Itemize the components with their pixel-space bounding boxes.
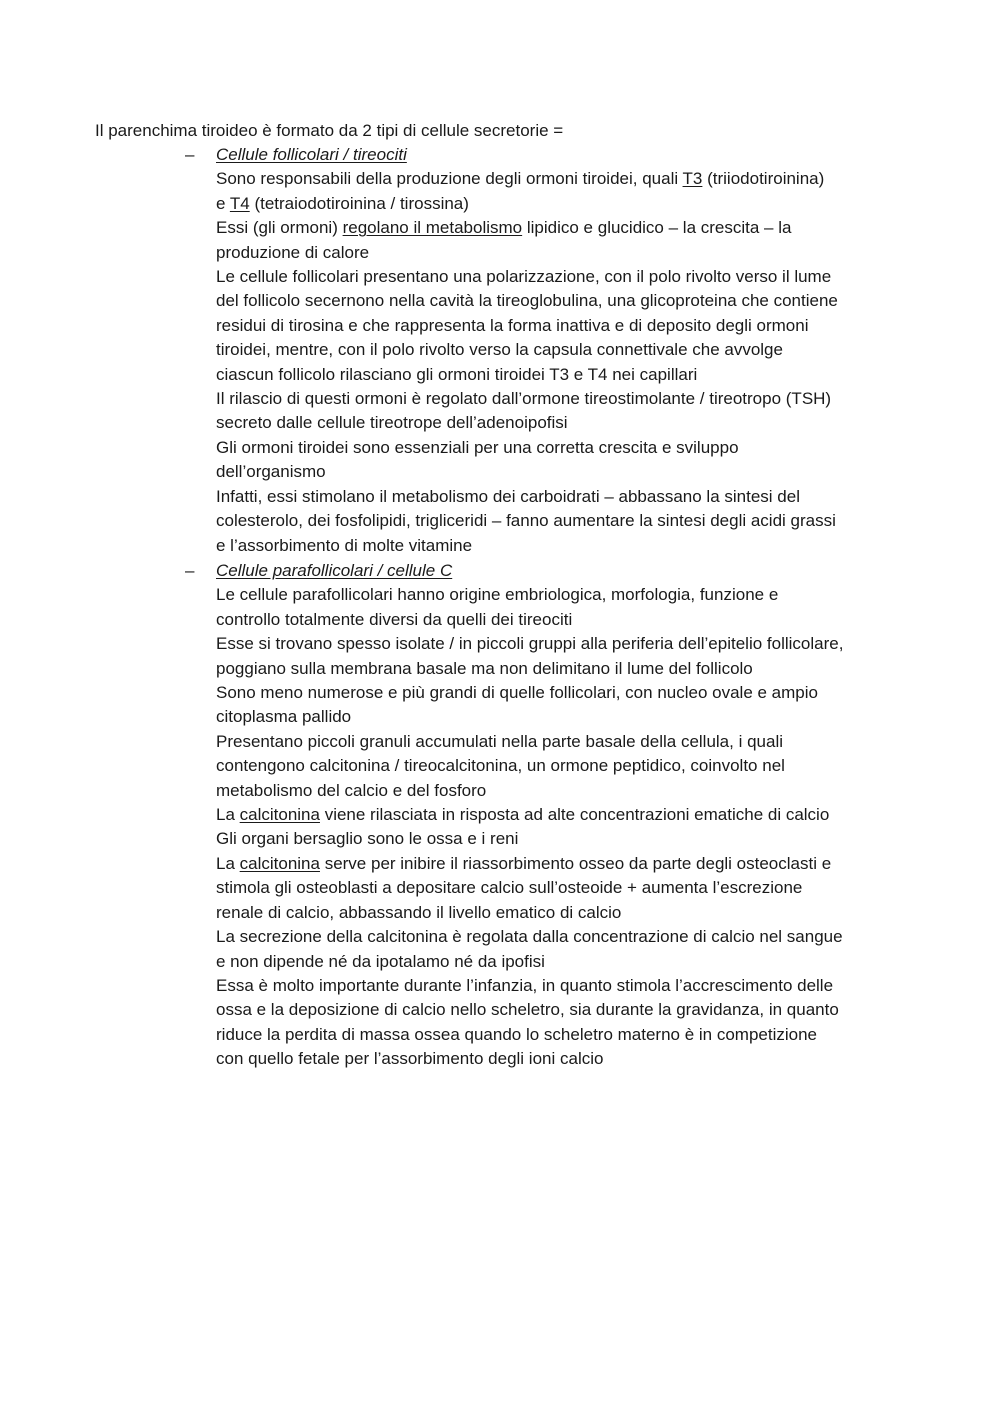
text-line: Esse si trovano spesso isolate / in piccoli gruppi alla periferia dell’epitelio follicolare, [216,634,844,654]
text-line: La calcitonina serve per inibire il riassorbimento osseo da parte degli osteoclasti e [216,853,832,873]
list-bullet: – [185,145,195,164]
text-line: renale di calcio, abbassando il livello ematico di calcio [216,902,622,922]
text-line: Infatti, essi stimolano il metabolismo dei carboidrati – abbassano la sintesi del [216,486,800,506]
intro-paragraph: Il parenchima tiroideo è formato da 2 tipi di cellule secretorie = [95,121,564,140]
text-line: del follicolo secernono nella cavità la tireoglobulina, una glicoproteina che contiene [216,291,838,311]
underlined-term: T4 [229,193,250,213]
section-heading: Cellule parafollicolari / cellule C [216,561,453,580]
text-line: poggiano sulla membrana basale ma non delimitano il lume del follicolo [216,658,753,678]
text-line: Essa è molto importante durante l’infanzia, in quanto stimola l’accrescimento delle [216,975,834,995]
text-line: stimola gli osteoblasti a depositare calcio sull’osteoide + aumenta l’escrezione [216,878,803,898]
text-line: controllo totalmente diversi da quelli dei tireociti [216,609,573,629]
text-line: Le cellule follicolari presentano una polarizzazione, con il polo rivolto verso il lume [216,267,832,287]
text-line: La calcitonina viene rilasciata in risposta ad alte concentrazioni ematiche di calcio [216,805,830,825]
text-line: e T4 (tetraiodotiroinina / tirossina) [216,193,469,213]
text-line: Gli ormoni tiroidei sono essenziali per una corretta crescita e sviluppo [216,437,739,457]
text-line: e non dipende né da ipotalamo né da ipofisi [216,951,545,971]
text-line: Presentano piccoli granuli accumulati nella parte basale della cellula, i quali [216,731,784,751]
text-line: secreto dalle cellule tireotrope dell’adenoipofisi [216,413,568,433]
text-line: Il rilascio di questi ormoni è regolato dall’ormone tireostimolante / tireotropo (TSH) [216,389,832,409]
section-follicular-cells [185,143,915,558]
text-line: e l’assorbimento di molte vitamine [216,535,473,555]
text-line: produzione di calore [216,242,370,262]
text-line: riduce la perdita di massa ossea quando lo scheletro materno è in competizione [216,1024,818,1044]
section-parafollicular-cells [185,559,915,1072]
text-line: ossa e la deposizione di calcio nello scheletro, sia durante la gravidanza, in quanto [216,1000,839,1020]
text-line: Sono meno numerose e più grandi di quelle follicolari, con nucleo ovale e ampio [216,683,818,703]
section-heading: Cellule follicolari / tireociti [216,145,407,164]
underlined-term: calcitonina [239,805,320,825]
text-line: Essi (gli ormoni) regolano il metabolismo lipidico e glucidico – la crescita – la [216,218,792,238]
text-line: residui di tirosina e che rappresenta la forma inattiva e di deposito degli ormoni [216,315,809,335]
underlined-term: T3 [682,169,703,189]
text-line: Le cellule parafollicolari hanno origine embriologica, morfologia, funzione e [216,585,779,605]
text-line: con quello fetale per l’assorbimento degli ioni calcio [216,1049,604,1069]
text-line: La secrezione della calcitonina è regolata dalla concentrazione di calcio nel sangue [216,927,843,947]
section-body [216,559,915,1072]
text-line: contengono calcitonina / tireocalcitonina, un ormone peptidico, coinvolto nel [216,756,785,776]
text-line: ciascun follicolo rilasciano gli ormoni tiroidei T3 e T4 nei capillari [216,364,698,384]
text-line: colesterolo, dei fosfolipidi, trigliceridi – fanno aumentare la sintesi degli acidi grassi [216,511,836,531]
underlined-term: calcitonina [239,853,320,873]
underlined-term: regolano il metabolismo [342,218,523,238]
text-line: Gli organi bersaglio sono le ossa e i reni [216,829,519,849]
text-line: metabolismo del calcio e del fosforo [216,780,487,800]
list-bullet: – [185,561,195,580]
section-body [216,143,915,558]
text-line: tiroidei, mentre, con il polo rivolto verso la capsula connettivale che avvolge [216,340,783,360]
text-line: dell’organismo [216,462,326,482]
text-line: Sono responsabili della produzione degli ormoni tiroidei, quali T3 (triiodotiroinina) [216,169,825,189]
text-line: citoplasma pallido [216,707,352,727]
